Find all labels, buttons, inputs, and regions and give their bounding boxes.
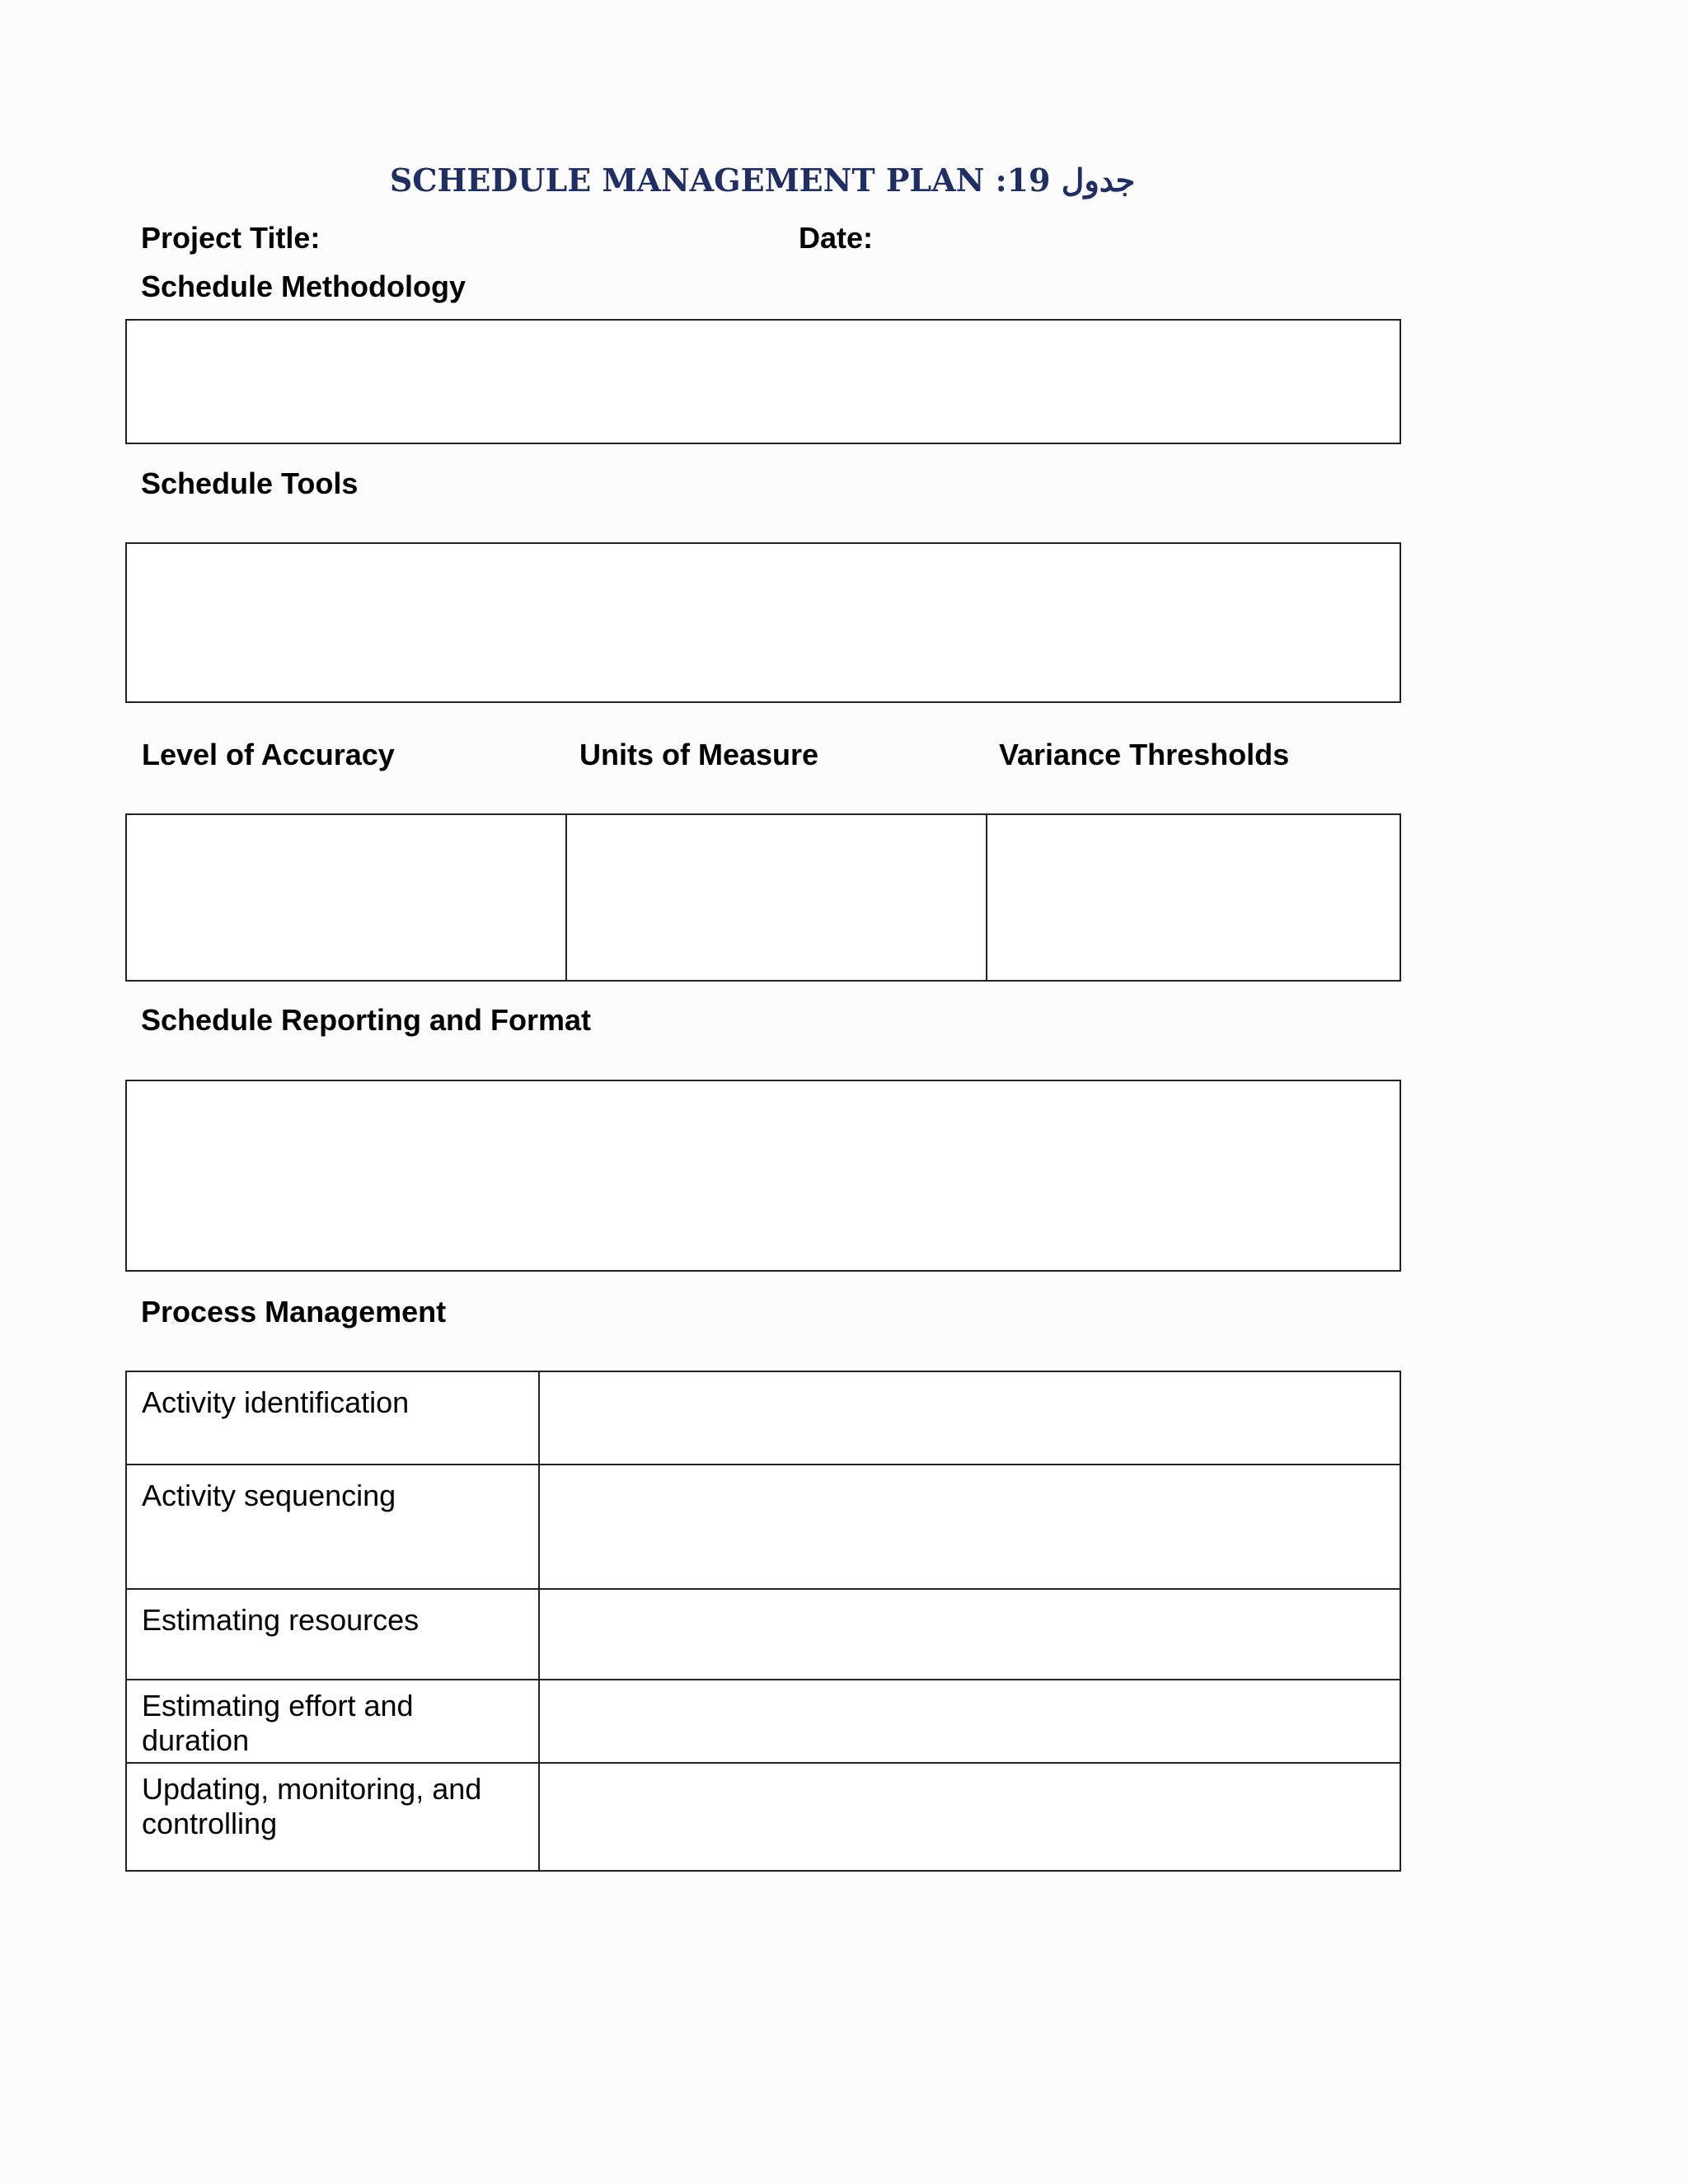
column-divider xyxy=(986,815,987,980)
row-label: Activity sequencing xyxy=(142,1479,396,1512)
schedule-methodology-heading: Schedule Methodology xyxy=(141,269,467,303)
schedule-methodology-field[interactable] xyxy=(125,319,1401,444)
row-label: Estimating resources xyxy=(142,1603,420,1637)
units-of-measure-heading: Units of Measure xyxy=(579,738,819,771)
process-management-table xyxy=(125,1371,1401,1872)
process-management-heading: Process Management xyxy=(141,1295,447,1329)
table-row xyxy=(127,1372,1400,1464)
schedule-reporting-heading: Schedule Reporting and Format xyxy=(141,1003,592,1037)
schedule-reporting-field[interactable] xyxy=(125,1080,1401,1272)
column-divider xyxy=(565,815,567,980)
level-of-accuracy-heading: Level of Accuracy xyxy=(142,738,395,771)
accuracy-units-variance-table xyxy=(125,813,1401,982)
date-label: Date: xyxy=(799,221,874,255)
project-title-label: Project Title: xyxy=(141,221,321,255)
table-row xyxy=(127,1588,1400,1680)
schedule-tools-field[interactable] xyxy=(125,542,1401,703)
row-label: Updating, monitoring, and controlling xyxy=(142,1772,482,1840)
row-label: Estimating effort and duration xyxy=(142,1689,414,1757)
variance-thresholds-heading: Variance Thresholds xyxy=(999,738,1290,771)
page-title: SCHEDULE MANAGEMENT PLAN :19 جدول xyxy=(389,162,1136,199)
table-row xyxy=(127,1679,1400,1764)
row-label: Activity identification xyxy=(142,1385,410,1419)
schedule-tools-heading: Schedule Tools xyxy=(141,466,359,500)
table-row xyxy=(127,1762,1400,1872)
table-row xyxy=(127,1464,1400,1590)
